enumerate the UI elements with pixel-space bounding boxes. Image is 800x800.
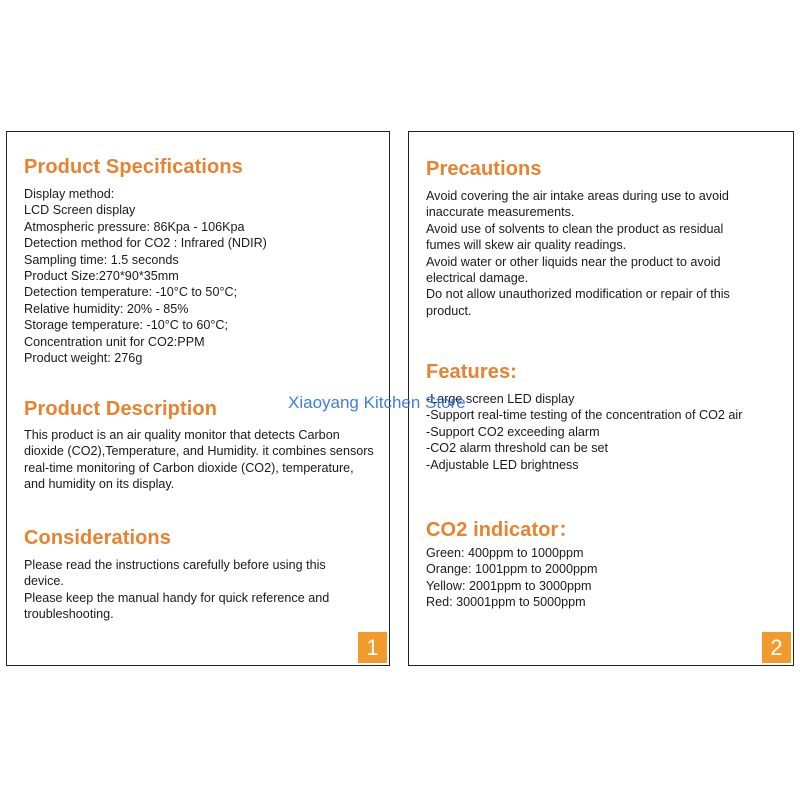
considerations-line: device. [24,574,64,589]
considerations-heading: Considerations [24,527,171,549]
feature-line: -Large screen LED display [426,392,575,406]
spec-line: Detection method for CO2 : Infrared (NDIR) [24,236,267,251]
precaution-line: fumes will skew air quality readings. [426,238,627,253]
spec-line: Concentration unit for CO2:PPM [24,334,205,349]
spec-line: Relative humidity: 20% - 85% [24,301,189,316]
spec-line: Product Size:270*90*35mm [24,269,179,284]
precaution-line: Avoid water or other liquids near the product to avoid [426,254,721,269]
precaution-line: inaccurate measurements. [426,205,575,220]
precaution-line: Avoid covering the air intake areas during use to avoid [426,189,729,203]
page-number-badge: 2 [762,632,791,663]
product-description-text: This product is an air quality monitor that detects Carbon dioxide (CO2),Temperature, and Humidity. it combines sensors real-time monitoring of Carbon dioxide (CO2), temperature, and humidity on its display. [24,428,374,492]
considerations-line: Please keep the manual handy for quick reference and [24,590,330,605]
feature-line: -Support real-time testing of the concentration of CO2 air [426,408,743,423]
spec-line: Display method: [24,187,115,201]
co2-indicator-list [426,545,598,611]
features-heading: Features: [426,361,517,383]
precaution-line: Avoid use of solvents to clean the product as residual [426,221,724,236]
precautions-heading: Precautions [426,158,542,180]
precautions-list [426,188,730,319]
spec-line: Atmospheric pressure: 86Kpa - 106Kpa [24,219,245,234]
co2-indicator-heading: CO2 indicator： [426,519,579,541]
page-number-badge: 1 [358,632,387,663]
product-description-heading: Product Description [24,398,218,420]
product-specifications-list [24,186,267,366]
features-list [426,391,742,473]
product-specifications-heading: Product Specifications [24,156,243,178]
manual-page-2 [408,131,794,666]
co2-indicator-line: Green: 400ppm to 1000ppm [426,546,584,560]
co2-indicator-line: Orange: 1001ppm to 2000ppm [426,562,598,577]
co2-indicator-line: Red: 30001ppm to 5000ppm [426,595,586,610]
spec-line: Sampling time: 1.5 seconds [24,252,179,267]
precaution-line: product. [426,303,472,318]
co2-indicator-line: Yellow: 2001ppm to 3000ppm [426,578,592,593]
spec-line: LCD Screen display [24,203,136,218]
feature-line: -CO2 alarm threshold can be set [426,441,608,456]
feature-line: -Adjustable LED brightness [426,457,579,472]
spec-line: Detection temperature: -10°C to 50°C; [24,285,238,300]
spec-line: Product weight: 276g [24,351,143,366]
considerations-line: Please read the instructions carefully before using this [24,558,326,572]
considerations-list [24,557,329,623]
precaution-line: Do not allow unauthorized modification or repair of this [426,287,730,302]
store-watermark: Xiaoyang Kitchen Store [288,393,466,412]
feature-line: -Support CO2 exceeding alarm [426,424,600,439]
spec-line: Storage temperature: -10°C to 60°C; [24,318,228,333]
precaution-line: electrical damage. [426,271,529,286]
considerations-line: troubleshooting. [24,607,114,622]
